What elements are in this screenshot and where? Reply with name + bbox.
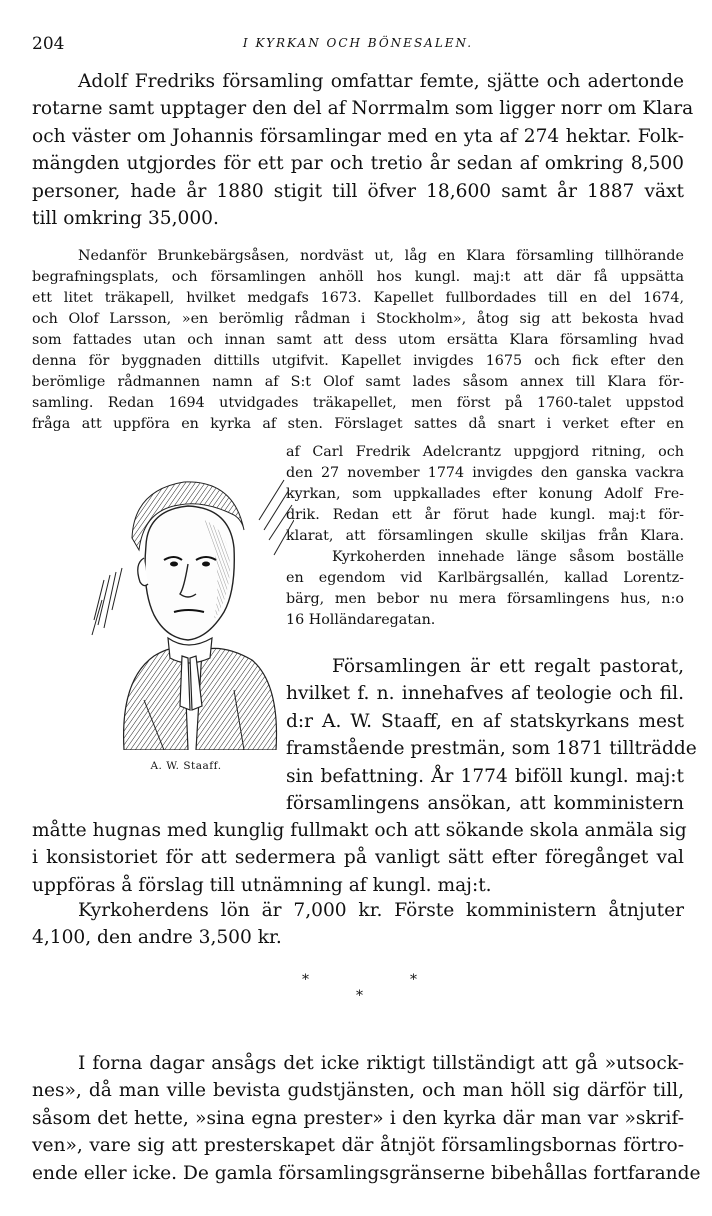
portrait-figure <box>84 460 294 790</box>
text-line: såsom det hette, »sina egna prester» i den kyrka där man var »skrif- <box>32 1107 684 1129</box>
text-line: ett litet träkapell, hvilket medgafs 1673. Kapellet fullbordades till en del 1674, <box>32 290 684 306</box>
text-line: I forna dagar ansågs det icke riktigt tillständigt att gå »utsock- <box>78 1053 684 1074</box>
text-line: ven», vare sig att presterskapet där åtnjöt församlingsbornas förtro- <box>32 1135 684 1157</box>
text-line: denna för byggnaden dittills utgifvit. Kapellet invigdes 1675 och fick efter den <box>32 353 684 369</box>
text-line: klarat, att församlingen skulle skiljas från Klara. <box>286 528 684 544</box>
text-line: framstående prestmän, som 1871 tillträdde <box>286 738 697 760</box>
text-line: måtte hugnas med kunglig fullmakt och att sökande skola anmäla sig <box>32 820 687 841</box>
portrait-engraving <box>84 460 294 750</box>
text-line: Kyrkoherden innehade länge såsom boställe <box>332 549 684 565</box>
paragraph-history-small <box>32 246 684 435</box>
text-line: berömlige rådmannen namn af S:t Olof samt lades såsom annex till Klara för- <box>32 374 684 390</box>
text-line: 4,100, den andre 3,500 kr. <box>32 927 282 949</box>
text-line: ende eller icke. De gamla församlingsgränserne bibehållas fortfarande <box>32 1162 701 1184</box>
paragraph-old-customs <box>32 1050 701 1187</box>
running-title: I KYRKAN OCH BÖNESALEN. <box>242 36 474 50</box>
text-line: bärg, men bebor nu mera församlingens hus, n:o <box>286 591 684 607</box>
text-line: mängden utgjordes för ett par och tretio år sedan af omkring 8,500 <box>32 153 684 175</box>
text-line: hvilket f. n. innehafves af teologie och fil. <box>286 683 684 705</box>
text-line: samling. Redan 1694 utvidgades träkapellet, men först på 1760-talet uppstod <box>32 395 684 411</box>
text-line: och väster om Johannis församlingar med en yta af 274 hektar. Folk- <box>32 125 684 147</box>
text-line: Nedanför Brunkebärgsåsen, nordväst ut, låg en Klara församling tillhörande <box>78 248 684 264</box>
section-divider <box>32 972 684 1012</box>
text-line: Kyrkoherdens lön är 7,000 kr. Förste komministern åtnjuter <box>78 900 684 921</box>
running-header <box>32 34 684 54</box>
text-line: den 27 november 1774 invigdes den ganska vackra <box>286 465 684 481</box>
text-line: uppföras å förslag till utnämning af kungl. maj:t. <box>32 874 492 896</box>
figure-caption: A. W. Staaff. <box>150 760 222 772</box>
page-number: 204 <box>32 34 65 54</box>
text-line: Församlingen är ett regalt pastorat, <box>332 656 684 677</box>
text-line: rotarne samt upptager den del af Norrmalm som ligger norr om Klara <box>32 98 694 120</box>
text-line: d:r A. W. Staaff, en af statskyrkans mest <box>286 710 684 732</box>
text-line: 16 Holländaregatan. <box>286 612 436 628</box>
text-line: nes», då man ville bevista gudstjänsten, och man höll sig därför till, <box>32 1080 684 1102</box>
text-line: församlingens ansökan, att komministern <box>286 793 684 815</box>
text-line: i konsistoriet för att sedermera på vanligt sätt efter föregånget val <box>32 847 684 869</box>
text-line: personer, hade år 1880 stigit till öfver 18,600 samt år 1887 växt <box>32 180 684 202</box>
paragraph-pastorate-full <box>32 817 687 899</box>
text-line: Adolf Fredriks församling omfattar femte, sjätte och adertonde <box>78 71 684 92</box>
text-line: begrafningsplats, och församlingen anhöll hos kungl. maj:t att där få uppsätta <box>32 269 684 285</box>
text-line: drik. Redan ett år förut hade kungl. maj:t för- <box>286 507 684 523</box>
asterisk: * <box>302 972 309 988</box>
paragraph-adolf-fredriks-parish <box>32 68 694 232</box>
text-line: en egendom vid Karlbärgsallén, kallad Lorentz- <box>286 570 684 586</box>
text-line: som fattades utan och innan samt att dess utom ersätta Klara församling hvad <box>32 332 684 348</box>
text-line: fråga att uppföra en kyrka af sten. Förslaget sattes då snart i verket efter en <box>32 416 684 432</box>
text-line: till omkring 35,000. <box>32 208 219 230</box>
paragraph-history-right-column <box>286 442 684 631</box>
paragraph-salaries <box>32 897 684 952</box>
asterisk: * <box>410 972 417 988</box>
text-line: och Olof Larsson, »en berömlig rådman i Stockholm», åtog sig att bekosta hvad <box>32 311 684 327</box>
text-line: sin befattning. År 1774 biföll kungl. maj:t <box>286 765 684 787</box>
text-line: kyrkan, som uppkallades efter konung Adolf Fre- <box>286 486 684 502</box>
paragraph-pastorate-right <box>286 653 697 817</box>
text-line: af Carl Fredrik Adelcrantz uppgjord ritning, och <box>286 444 684 460</box>
asterisk: * <box>356 988 363 1004</box>
book-page <box>32 0 701 1216</box>
